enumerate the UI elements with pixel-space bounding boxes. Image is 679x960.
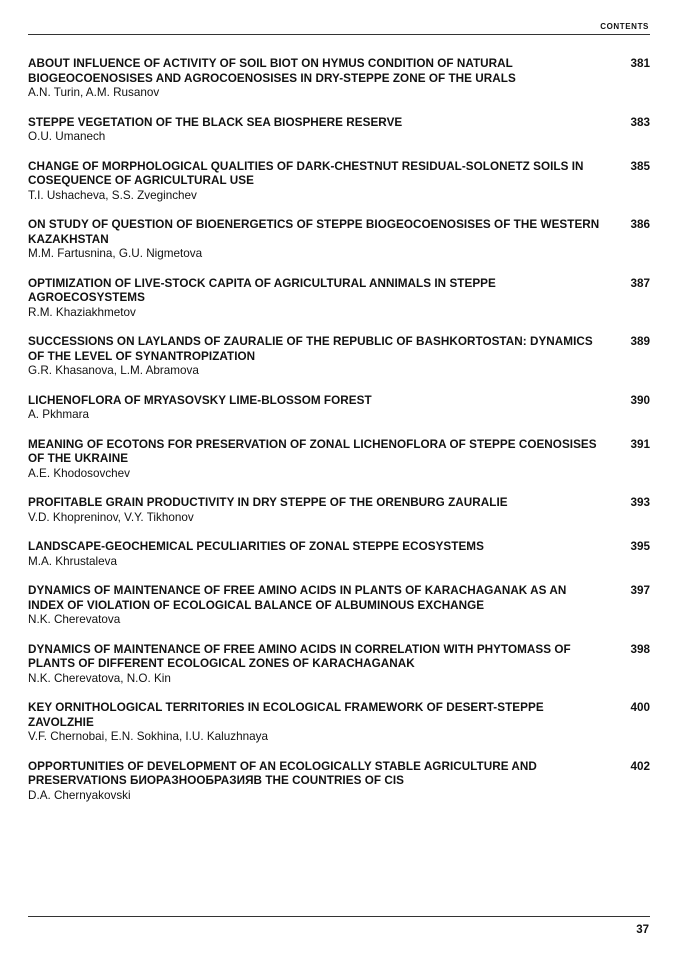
entry-page-number: 402 — [630, 759, 650, 773]
toc-entry — [28, 218, 650, 262]
entry-title: KEY ORNITHOLOGICAL TERRITORIES IN ECOLOGICAL FRAMEWORK OF DESERT-STEPPE ZAVOLZHIE — [28, 701, 544, 729]
entry-title: MEANING OF ECOTONS FOR PRESERVATION OF ZONAL LICHENOFLORA OF STEPPE COENOSISES OF THE UKRAINE — [28, 437, 597, 465]
entry-authors: N.K. Cherevatova, N.O. Kin — [28, 671, 171, 685]
entry-authors: V.D. Khopreninov, V.Y. Tikhonov — [28, 510, 194, 524]
entry-page-number: 390 — [630, 393, 650, 407]
entry-title: CHANGE OF MORPHOLOGICAL QUALITIES OF DARK-CHESTNUT RESIDUAL-SOLONETZ SOILS IN COSEQUENCE OF AGRICULTURAL USE — [28, 159, 584, 187]
entry-authors: M.A. Khrustaleva — [28, 554, 117, 568]
entry-authors: M.M. Fartusnina, G.U. Nigmetova — [28, 247, 203, 260]
entry-title: PROFITABLE GRAIN PRODUCTIVITY IN DRY STEPPE OF THE ORENBURG ZAURALIE — [28, 496, 508, 509]
entry-authors: A.E. Khodosovchev — [28, 466, 131, 480]
table-of-contents — [28, 57, 650, 818]
toc-entry — [28, 701, 650, 745]
entry-title: LANDSCAPE-GEOCHEMICAL PECULIARITIES OF ZONAL STEPPE ECOSYSTEMS — [28, 540, 484, 553]
toc-entry — [28, 760, 650, 804]
toc-entry — [28, 335, 650, 379]
entry-title: DYNAMICS OF MAINTENANCE OF FREE AMINO ACIDS IN PLANTS OF KARACHAGANAK AS AN INDEX OF VIOLATION OF ECOLOGICAL BALANCE OF ALBUMINOUS EXCHANGE — [28, 584, 567, 612]
toc-entry — [28, 57, 650, 101]
entry-page-number: 386 — [630, 218, 650, 231]
entry-title: OPTIMIZATION OF LIVE-STOCK CAPITA OF AGRICULTURAL ANNIMALS IN STEPPE AGROECOSYSTEMS — [28, 276, 496, 304]
entry-page-number: 381 — [630, 57, 650, 70]
entry-title: SUCCESSIONS ON LAYLANDS OF ZAURALIE OF THE REPUBLIC OF BASHKORTOSTAN: DYNAMICS OF THE LEVEL OF SYNANTROPIZATION — [28, 335, 593, 363]
entry-authors: A.N. Turin, A.M. Rusanov — [28, 86, 160, 99]
entry-page-number: 391 — [630, 437, 650, 451]
entry-page-number: 389 — [630, 335, 650, 348]
toc-entry — [28, 394, 650, 423]
entry-title: ON STUDY OF QUESTION OF BIOENERGETICS OF STEPPE BIOGEOCOENOSISES OF THE WESTERN KAZAKHSTAN — [28, 218, 600, 246]
entry-title: STEPPE VEGETATION OF THE BLACK SEA BIOSPHERE RESERVE — [28, 115, 403, 129]
entry-page-number: 398 — [630, 642, 650, 656]
header-rule — [28, 34, 650, 35]
running-header-label: CONTENTS — [600, 22, 649, 31]
footer-rule — [28, 916, 650, 917]
entry-authors: A. Pkhmara — [28, 408, 90, 421]
entry-page-number: 385 — [630, 159, 650, 173]
entry-page-number: 400 — [630, 701, 650, 714]
entry-title: LICHENOFLORA OF MRYASOVSKY LIME-BLOSSOM FOREST — [28, 393, 372, 407]
toc-entry — [28, 496, 650, 525]
entry-title: DYNAMICS OF MAINTENANCE OF FREE AMINO ACIDS IN CORRELATION WITH PHYTOMASS OF PLANTS OF DIFFERENT ECOLOGICAL ZONES OF KARACHAGANAK — [28, 642, 571, 670]
entry-page-number: 393 — [630, 496, 650, 509]
toc-entry — [28, 643, 650, 687]
entry-authors: N.K. Cherevatova — [28, 613, 121, 626]
toc-entry — [28, 438, 650, 482]
entry-authors: G.R. Khasanova, L.M. Abramova — [28, 364, 199, 377]
entry-page-number: 383 — [630, 115, 650, 129]
entry-authors: O.U. Umanech — [28, 130, 106, 143]
toc-entry — [28, 584, 650, 628]
entry-title: ABOUT INFLUENCE OF ACTIVITY OF SOIL BIOT ON HYMUS CONDITION OF NATURAL BIOGEOCOENOSISES AND AGROCOENOSISES IN DRY-STEPPE ZONE OF THE URALS — [28, 57, 516, 85]
toc-entry — [28, 116, 650, 145]
entry-authors: R.M. Khaziakhmetov — [28, 305, 136, 319]
toc-entry — [28, 160, 650, 204]
toc-entry — [28, 540, 650, 569]
toc-entry — [28, 277, 650, 321]
entry-page-number: 387 — [630, 276, 650, 290]
entry-authors: D.A. Chernyakovski — [28, 788, 131, 802]
entry-page-number: 397 — [630, 584, 650, 597]
entry-authors: V.F. Chernobai, E.N. Sokhina, I.U. Kaluzhnaya — [28, 730, 268, 743]
entry-page-number: 395 — [630, 540, 650, 553]
entry-authors: T.I. Ushacheva, S.S. Zveginchev — [28, 188, 197, 202]
page-number: 37 — [636, 924, 649, 936]
entry-title: OPPORTUNITIES OF DEVELOPMENT OF AN ECOLOGICALLY STABLE AGRICULTURE AND PRESERVATIONS БИОРАЗНООБРАЗИЯВ THE COUNTRIES OF CIS — [28, 759, 537, 787]
